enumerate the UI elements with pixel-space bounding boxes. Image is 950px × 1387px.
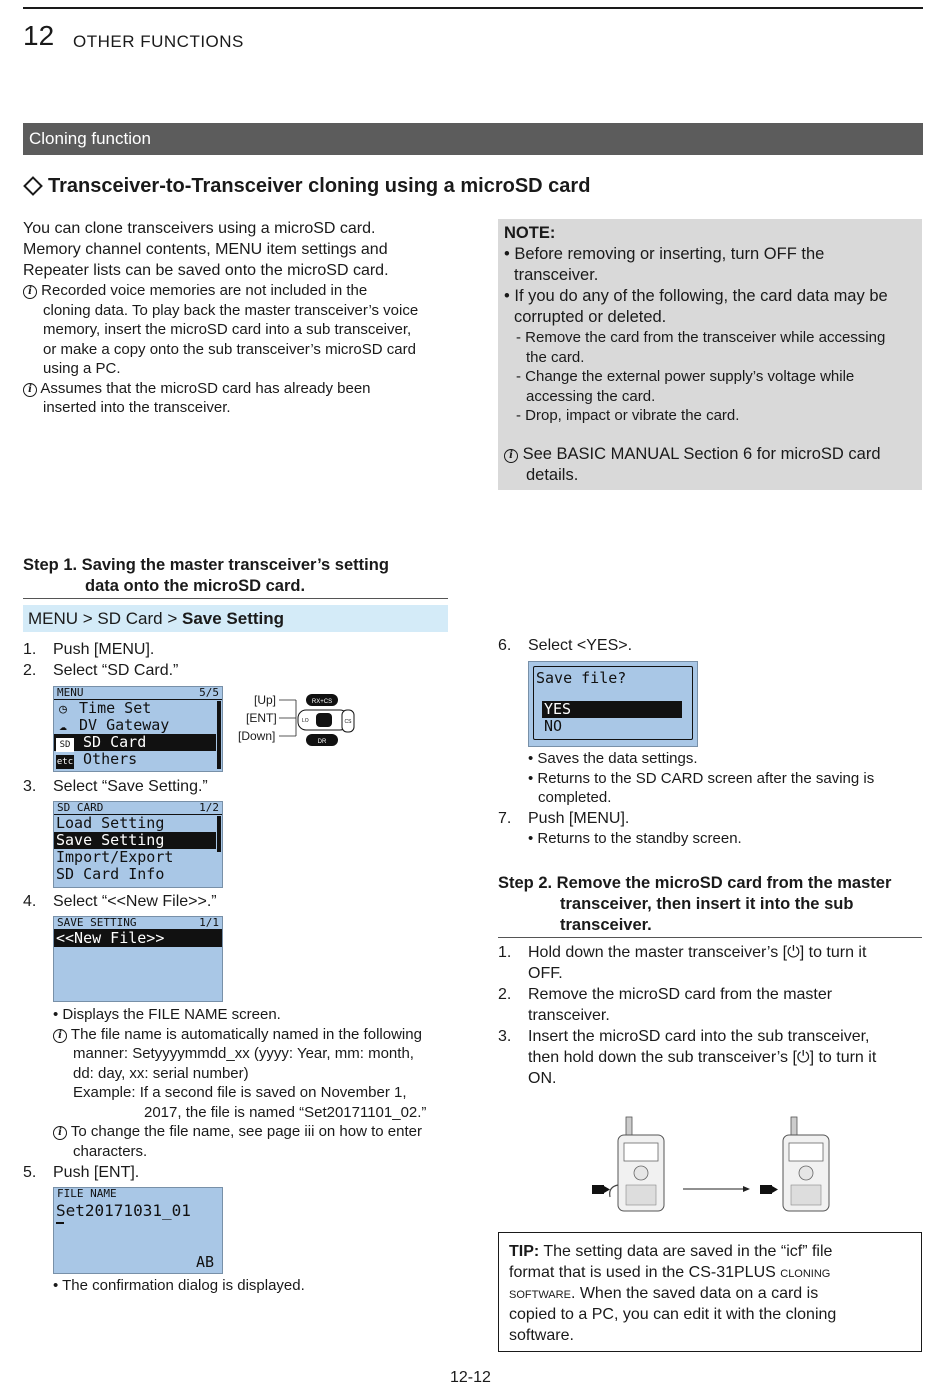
step-number: 7. [498, 810, 512, 827]
info-text: memory, insert the microSD card into a sub transceiver, [43, 321, 412, 338]
step-text: transceiver. [528, 1007, 610, 1024]
step-note: The file name is automatically named in the following [70, 1025, 422, 1043]
step-example: Example: If a second file is saved on November 1, [73, 1084, 407, 1101]
step2-rule [498, 937, 922, 938]
step-example: 2017, the file is named “Set20171101_02.” [144, 1103, 427, 1121]
key-diagram [238, 690, 358, 750]
info-text: inserted into the transceiver. [43, 399, 231, 416]
lcd-row-label: Time Set [79, 699, 152, 717]
step2-heading-line: Step 2. Remove the microSD card from the master [498, 874, 892, 892]
lcd-title: SD CARD [57, 801, 104, 814]
info-text: using a PC. [43, 360, 121, 377]
svg-text:LO: LO [302, 718, 309, 724]
lcd-menu-row-selected [54, 734, 216, 751]
note-dash: - Change the external power supply’s voltage while [516, 368, 855, 385]
note-dash: - Drop, impact or vibrate the card. [516, 407, 740, 424]
step-text: OFF. [528, 965, 563, 982]
lcd-dialog-yes: YES [542, 701, 682, 718]
step-text: Select “SD Card.” [53, 662, 179, 679]
tip-label: TIP: [509, 1243, 540, 1260]
step-note: • Returns to the SD CARD screen after the saving is [528, 769, 875, 787]
step-text: Select “Save Setting.” [53, 778, 208, 795]
step2-heading-line: transceiver, then insert it into the sub [560, 895, 854, 913]
lcd-menu-row [54, 700, 222, 717]
info-icon: i [53, 1029, 67, 1043]
etc-icon: etc [56, 757, 74, 767]
lcd-dialog-screen [528, 661, 698, 747]
note-bullet: corrupted or deleted. [514, 308, 667, 326]
step1-item-3 [23, 776, 208, 797]
note-bullet: • If you do any of the following, the card data may be [504, 287, 888, 305]
menu-path-bold: Save Setting [182, 609, 285, 628]
lcd-row-label: SD Card [83, 733, 147, 751]
step-text: Insert the microSD card into the sub transceiver, [528, 1028, 870, 1045]
info-text: or make a copy onto the sub transceiver’s microSD card [43, 340, 416, 358]
note-dash: the card. [526, 348, 585, 366]
section-title: Cloning function [29, 129, 151, 148]
lcd-sdcard-row: Load Setting [56, 814, 165, 832]
step-note: completed. [538, 789, 612, 806]
step-number: 1. [498, 944, 512, 961]
lcd-sdcard-row: SD Card Info [56, 865, 165, 883]
info-icon: i [23, 285, 37, 299]
lcd-scrollbar [217, 816, 221, 852]
info-text: Recorded voice memories are not included in the [41, 282, 368, 299]
lcd-filename-screen [53, 1187, 223, 1274]
lcd-input-mode: AB [195, 1253, 214, 1271]
intro-line: Memory channel contents, MENU item settings and [23, 241, 388, 258]
lcd-cursor [56, 1222, 64, 1224]
step-note: • Returns to the standby screen. [528, 830, 742, 847]
lcd-dialog-no: NO [544, 717, 563, 735]
step-note: characters. [73, 1142, 148, 1160]
info-text: Assumes that the microSD card has already been [40, 379, 371, 397]
clock-icon: ◷ [59, 702, 67, 717]
lcd-sdcard-row-selected: Save Setting [54, 832, 216, 849]
lcd-menu-row [54, 717, 222, 734]
chapter-title: OTHER FUNCTIONS [73, 32, 244, 51]
step1-item-6 [498, 635, 633, 656]
step-text-part: ] to turn it [799, 944, 867, 961]
note-title: NOTE: [504, 224, 556, 242]
step-note: • Displays the FILE NAME screen. [53, 1006, 281, 1023]
lcd-menu-screen [53, 686, 223, 772]
lcd-menu-row [54, 751, 222, 768]
svg-text:DR: DR [317, 739, 327, 745]
menu-path [23, 605, 448, 632]
heading-text: Transceiver-to-Transceiver cloning using a microSD card [48, 175, 591, 197]
key-label-down: [Down] [238, 729, 276, 743]
lcd-row-label: Others [83, 750, 138, 768]
step-number: 3. [498, 1028, 512, 1045]
chapter-number: 12 [23, 20, 55, 51]
page-number: 12-12 [450, 1369, 491, 1386]
step2-heading [498, 873, 922, 936]
dpad-icon [276, 690, 358, 750]
tip-text: software [509, 1285, 571, 1302]
step-note: • Saves the data settings. [528, 750, 698, 767]
intro-line: Repeater lists can be saved onto the microSD card. [23, 262, 389, 279]
lcd-sdcard-screen [53, 801, 223, 888]
step1-rule [23, 598, 448, 599]
step1-heading-line: data onto the microSD card. [85, 577, 306, 595]
intro-info-1 [23, 281, 453, 418]
svg-text:CS: CS [344, 719, 352, 725]
intro-line: You can clone transceivers using a microSD card. [23, 220, 376, 237]
step-text: Remove the microSD card from the master [528, 986, 833, 1003]
lcd-title: FILE NAME [57, 1187, 117, 1200]
heading [23, 175, 590, 198]
step-text: Push [MENU]. [528, 810, 630, 827]
note-bullet: • Before removing or inserting, turn OFF the [504, 245, 825, 263]
info-icon: i [53, 1126, 67, 1140]
top-rule [23, 7, 923, 9]
step-note: To change the file name, see page iii on how to enter [70, 1123, 422, 1140]
note-bullet: transceiver. [514, 266, 599, 284]
tip-text: . When the saved data on a card is [570, 1285, 819, 1302]
step-text: Push [MENU]. [53, 641, 155, 658]
note-info: details. [526, 465, 579, 484]
note-info: See BASIC MANUAL Section 6 for microSD card [522, 444, 881, 463]
step-text-part: Hold down the master transceiver’s [ [528, 944, 788, 961]
step-number: 2. [498, 986, 512, 1003]
power-icon: ⏻ [787, 944, 800, 961]
svg-text:RX+CS: RX+CS [311, 699, 333, 705]
step-text: ON. [528, 1070, 557, 1087]
step-text: Select “<<New File>>.” [53, 893, 217, 910]
tip-text: cloning [780, 1264, 831, 1281]
tip-text: copied to a PC, you can edit it with the cloning [509, 1306, 837, 1323]
key-label-up: [Up] [254, 693, 277, 707]
sd-icon: SD [56, 738, 74, 752]
step1-item-2 [23, 660, 179, 681]
sub-transceiver-icon [760, 1117, 829, 1211]
key-label-ent: [ENT] [246, 711, 277, 725]
step1-item-6-notes [528, 749, 918, 808]
step-text: Push [ENT]. [53, 1164, 140, 1181]
lcd-title: SAVE SETTING [57, 916, 137, 929]
info-icon: i [23, 383, 37, 397]
tip-text: The setting data are saved in the “icf” file [539, 1243, 833, 1260]
lcd-savesetting-row-selected: <<New File>> [54, 930, 222, 947]
note-dash: accessing the card. [526, 387, 656, 405]
step-number: 2. [23, 662, 37, 679]
step-note: manner: Setyyyymmdd_xx (yyyy: Year, mm: month, [73, 1045, 414, 1062]
step-text-part: then hold down the sub transceiver’s [ [528, 1049, 797, 1066]
diamond-icon [23, 176, 43, 196]
note-box [498, 219, 922, 490]
step-number: 5. [23, 1164, 37, 1181]
note-dash: - Remove the card from the transceiver while accessing [516, 329, 886, 346]
section-title-bar [23, 123, 923, 155]
info-icon: i [504, 449, 518, 463]
lcd-page: 5/5 [199, 686, 219, 699]
step2-heading-line: transceiver. [560, 916, 652, 934]
tip-box [498, 1232, 922, 1352]
lcd-sdcard-row: Import/Export [56, 848, 174, 866]
step-number: 4. [23, 893, 37, 910]
master-transceiver-icon [592, 1117, 664, 1211]
tip-text: software. [509, 1327, 574, 1344]
step-number: 1. [23, 641, 37, 658]
step1-item-5 [23, 1162, 140, 1183]
step-note: • The confirmation dialog is displayed. [53, 1277, 305, 1294]
step1-item-1 [23, 639, 155, 660]
cloud-icon: ☁ [59, 719, 67, 734]
menu-path-prefix: MENU > SD Card > [28, 609, 182, 628]
transceiver-illustration [588, 1115, 838, 1215]
lcd-dialog-question: Save file? [536, 669, 627, 687]
step-text [528, 942, 866, 963]
lcd-row-label: DV Gateway [79, 716, 170, 734]
lcd-page: 1/1 [199, 916, 219, 929]
step1-item-4 [23, 891, 217, 912]
step-number: 6. [498, 637, 512, 654]
step2-list [498, 942, 922, 1089]
info-text: cloning data. To play back the master transceiver’s voice [43, 301, 419, 319]
step1-item-4-notes [53, 1005, 453, 1161]
step1-heading [23, 555, 448, 597]
step-text-part: ] to turn it [809, 1049, 877, 1066]
step1-heading-line: Step 1. Saving the master transceiver’s setting [23, 556, 389, 574]
step1-item-7 [498, 808, 630, 829]
lcd-dialog-box [533, 666, 693, 740]
power-icon: ⏻ [796, 1049, 810, 1066]
lcd-page: 1/2 [199, 801, 219, 814]
lcd-filename-value: Set20171031_01 [56, 1201, 191, 1220]
lcd-title: MENU [57, 686, 84, 699]
lcd-savesetting-screen [53, 916, 223, 1002]
tip-text: format that is used in the CS-31PLUS [509, 1264, 781, 1281]
step-number: 3. [23, 778, 37, 795]
step-note: dd: day, xx: serial number) [73, 1064, 249, 1082]
step-text: Select <YES>. [528, 637, 633, 654]
intro-paragraph [23, 218, 453, 281]
lcd-scrollbar [217, 701, 221, 769]
